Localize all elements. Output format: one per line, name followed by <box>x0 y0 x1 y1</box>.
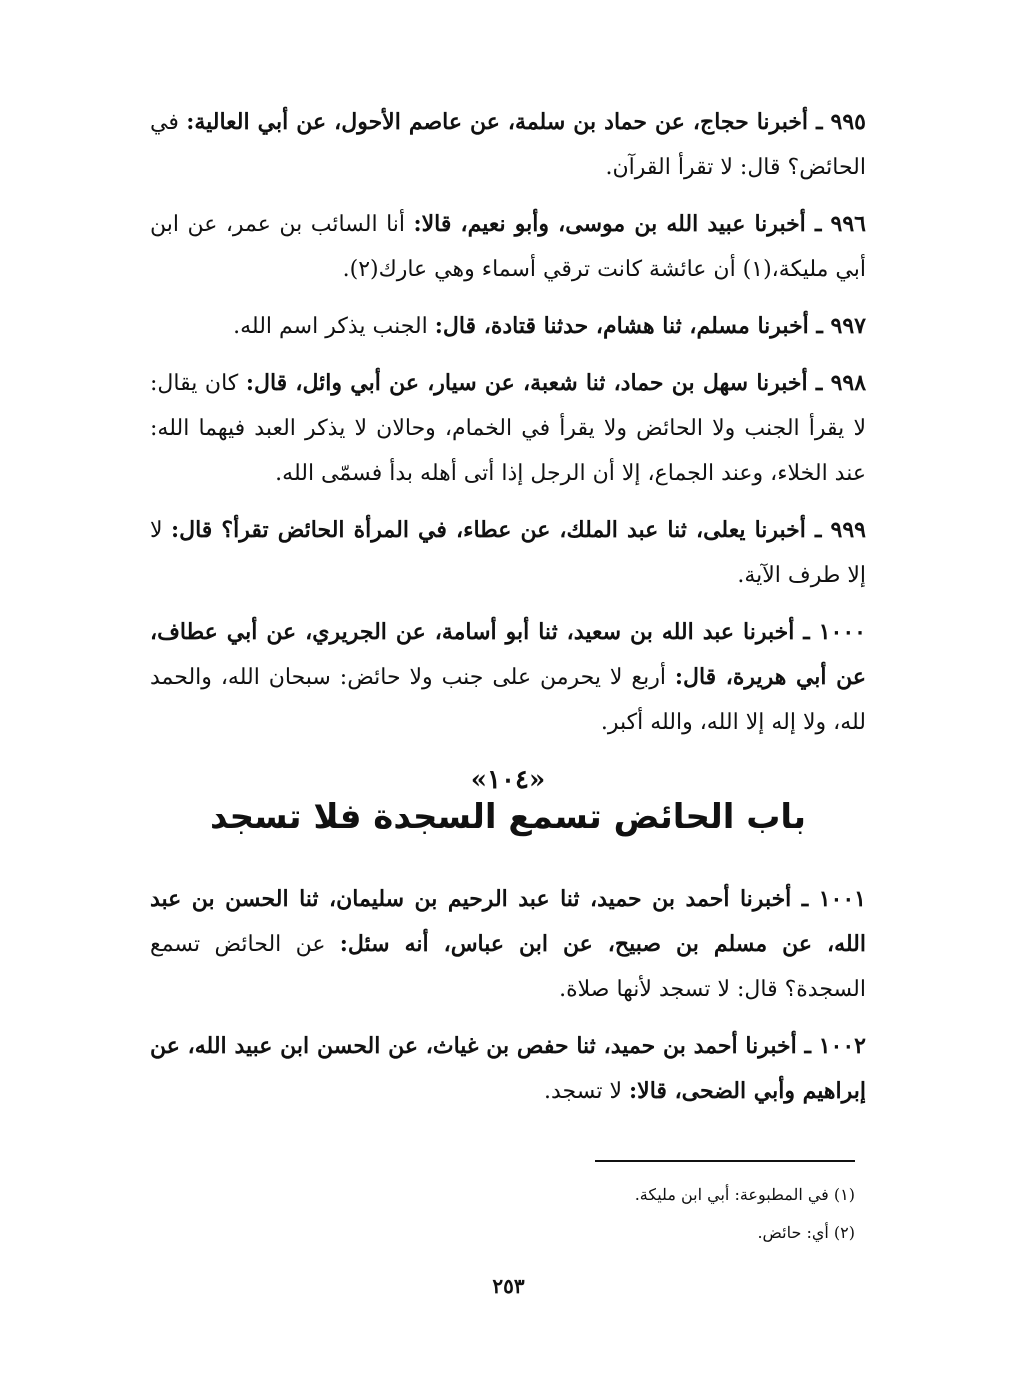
hadith-matn: الجنب يذكر اسم الله. <box>233 314 435 339</box>
hadith-isnad: ١٠٠١ ـ أخبرنا أحمد بن حميد، ثنا عبد الرحيم بن سليمان، ثنا الحسن بن عبد الله، عن مسلم بن صبيح، عن ابن عباس، أنه سئل: <box>150 886 866 957</box>
hadith-matn: لا تسجد. <box>544 1079 630 1104</box>
footnote-separator <box>595 1160 855 1162</box>
hadith-1001 <box>150 877 866 1012</box>
hadith-997 <box>150 304 866 349</box>
hadith-isnad: ٩٩٨ ـ أخبرنا سهل بن حماد، ثنا شعبة، عن سيار، عن أبي وائل، قال: <box>245 370 867 396</box>
footnote-1: (١) في المطبوعة: أبي ابن مليكة. <box>634 1185 855 1204</box>
hadith-matn: لا إلا طرف الآية. <box>150 518 866 588</box>
hadith-1002 <box>150 1024 866 1114</box>
hadith-isnad: ٩٩٦ ـ أخبرنا عبيد الله بن موسى، وأبو نعيم، قالا: <box>413 211 866 237</box>
hadith-matn: أربع لا يحرمن على جنب ولا حائض: سبحان الله، والحمد لله، ولا إله إلا الله، والله أكبر. <box>150 665 866 735</box>
hadith-isnad: ٩٩٧ ـ أخبرنا مسلم، ثنا هشام، حدثنا قتادة، قال: <box>434 313 866 339</box>
hadith-1000 <box>150 610 866 745</box>
hadith-matn: كان يقال: لا يقرأ الجنب ولا الحائض ولا يقرأ في الخمام، وحالان لا يذكر العبد فيهما الله: عند الخلاء، وعند الجماع، إلا أن الرجل إذا أتى أهله بدأ فسمّى الله. <box>150 371 866 486</box>
footnote-2: (٢) أي: حائض. <box>757 1223 855 1242</box>
footnotes <box>400 1176 855 1252</box>
hadith-996 <box>150 202 866 292</box>
hadith-isnad: ٩٩٩ ـ أخبرنا يعلى، ثنا عبد الملك، عن عطاء، في المرأة الحائض تقرأ؟ قال: <box>171 517 866 543</box>
hadith-995 <box>150 100 866 190</box>
hadith-999 <box>150 508 866 598</box>
section-number: «١٠٤» <box>470 765 546 795</box>
hadith-matn: أنا السائب بن عمر، عن ابن أبي مليكة،(١) أن عائشة كانت ترقي أسماء وهي عارك(٢). <box>150 212 866 282</box>
hadith-998 <box>150 361 866 496</box>
hadith-isnad: ١٠٠٢ ـ أخبرنا أحمد بن حميد، ثنا حفص بن غياث، عن الحسن ابن عبيد الله، عن إبراهيم وأبي الضحى، قالا: <box>150 1033 866 1104</box>
hadith-matn: عن الحائض تسمع السجدة؟ قال: لا تسجد لأنها صلاة. <box>150 932 866 1002</box>
section-title: باب الحائض تسمع السجدة فلا تسجد <box>210 797 806 837</box>
hadith-isnad: ٩٩٥ ـ أخبرنا حجاج، عن حماد بن سلمة، عن عاصم الأحول، عن أبي العالية: <box>186 109 866 135</box>
page-body <box>150 100 866 1126</box>
hadith-matn: في الحائض؟ قال: لا تقرأ القرآن. <box>150 110 866 180</box>
page-number: ٢٥٣ <box>492 1274 525 1298</box>
hadith-isnad: ١٠٠٠ ـ أخبرنا عبد الله بن سعيد، ثنا أبو أسامة، عن الجريري، عن أبي عطاف، عن أبي هريرة، قال: <box>150 619 866 690</box>
